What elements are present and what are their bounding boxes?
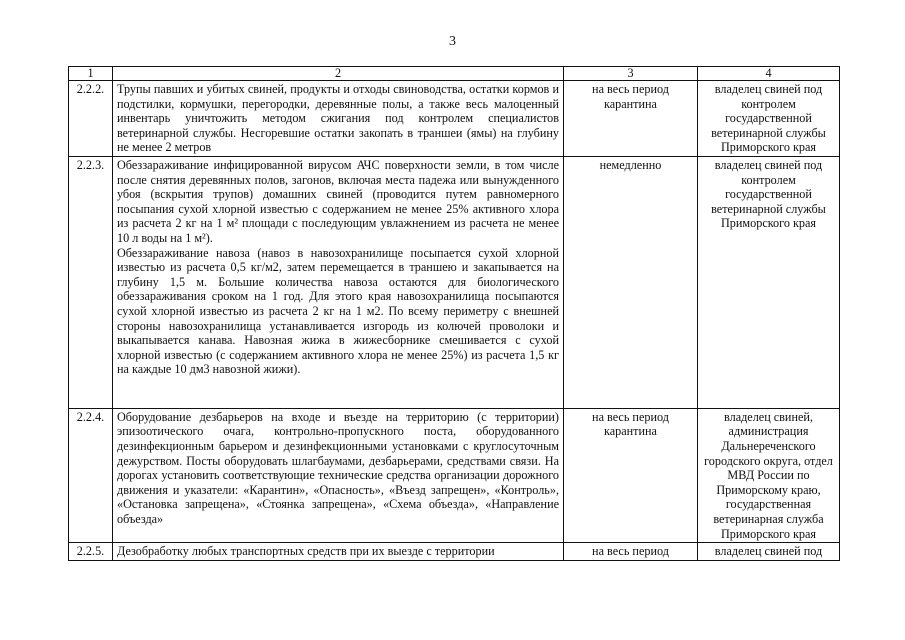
row-description xyxy=(113,543,564,561)
row-period: на весь период карантина xyxy=(564,408,698,542)
table-header-row xyxy=(69,67,840,81)
description-paragraph: Оборудование дезбарьеров на входе и въезде на территорию (с территории) эпизоотического очага, контрольно-пропускного поста, оборудованного дезинфекционным барьером и дезинфекционными установками с круглосуточным дежурством. Посты оборудовать шлагбаумами, дезбарьерами, средствами связи. На дорогах установить соответствующие технические средства организации дорожного движения и указатели: «Карантин», «Опасность», «Въезд запрещен», «Контроль», «Остановка запрещена», «Стоянка запрещена», «Схема объезда», «Направление объезда» xyxy=(117,409,559,527)
header-cell: 4 xyxy=(698,67,840,81)
row-period: немедленно xyxy=(564,156,698,408)
row-number: 2.2.5. xyxy=(69,543,113,561)
header-cell: 2 xyxy=(113,67,564,81)
description-paragraph: Обеззараживание инфицированной вирусом АЧС поверхности земли, в том числе после снятия деревянных полов, загонов, включая места падежа или вынужденного убоя (вскрытия трупов) домашних свиней (проводится путем равномерного посыпания сухой хлорной известью с содержанием не менее 25% активного хлора из расчета 2 кг на 1 м² площади с последующим увлажнением из расчета не менее 10 л воды на 1 м²). xyxy=(117,157,559,245)
table-row xyxy=(69,156,840,408)
description-paragraph: Обеззараживание навоза (навоз в навозохранилище посыпается сухой хлорной известью из расчета 0,5 кг/м2, затем перемещается в траншею и закапывается на глубину 1,5 м. Большие количества навоза остаются для биологического обеззараживания сроком на 1 год. Для этого края навозохранилища посыпаются сухой хлорной известью из расчета 2 кг на 1 м2. По всему периметру с внешней стороны навозохранилища устанавливается изгородь из колючей проволоки и выкапывается канава. Навозная жижа в жижесборнике смешивается с сухой хлорной известью (с содержанием активного хлора не менее 25%) из расчета 1,5 кг на каждые 10 дм3 навозной жижи). xyxy=(117,245,559,377)
table-row xyxy=(69,408,840,542)
page-number: 3 xyxy=(449,34,456,49)
row-period: на весь период xyxy=(564,543,698,561)
header-cell: 1 xyxy=(69,67,113,81)
row-description xyxy=(113,81,564,157)
row-responsible: владелец свиней, администрация Дальнереченского городского округа, отдел МВД России по Приморскому краю, государственная ветеринарная служба Приморского края xyxy=(698,408,840,542)
description-paragraph: Трупы павших и убитых свиней, продукты и отходы свиноводства, остатки кормов и подстилки, кормушки, перегородки, деревянные полы, а также весь малоценный инвентарь уничтожить методом сжигания под контролем специалистов ветеринарной службы. Несгоревшие остатки закопать в траншеи (ямы) на глубину не менее 2 метров xyxy=(117,82,559,155)
row-period: на весь период карантина xyxy=(564,81,698,157)
row-number: 2.2.4. xyxy=(69,408,113,542)
row-description xyxy=(113,408,564,542)
row-description xyxy=(113,156,564,408)
row-responsible: владелец свиней под контролем государственной ветеринарной службы Приморского края xyxy=(698,81,840,157)
measures-table xyxy=(68,66,840,561)
blank-space xyxy=(117,377,559,407)
row-number: 2.2.2. xyxy=(69,81,113,157)
row-number: 2.2.3. xyxy=(69,156,113,408)
row-responsible: владелец свиней под контролем государственной ветеринарной службы Приморского края xyxy=(698,156,840,408)
row-responsible: владелец свиней под xyxy=(698,543,840,561)
table-row xyxy=(69,543,840,561)
table-row xyxy=(69,81,840,157)
description-paragraph: Дезобработку любых транспортных средств при их выезде с территории xyxy=(117,544,495,559)
header-cell: 3 xyxy=(564,67,698,81)
